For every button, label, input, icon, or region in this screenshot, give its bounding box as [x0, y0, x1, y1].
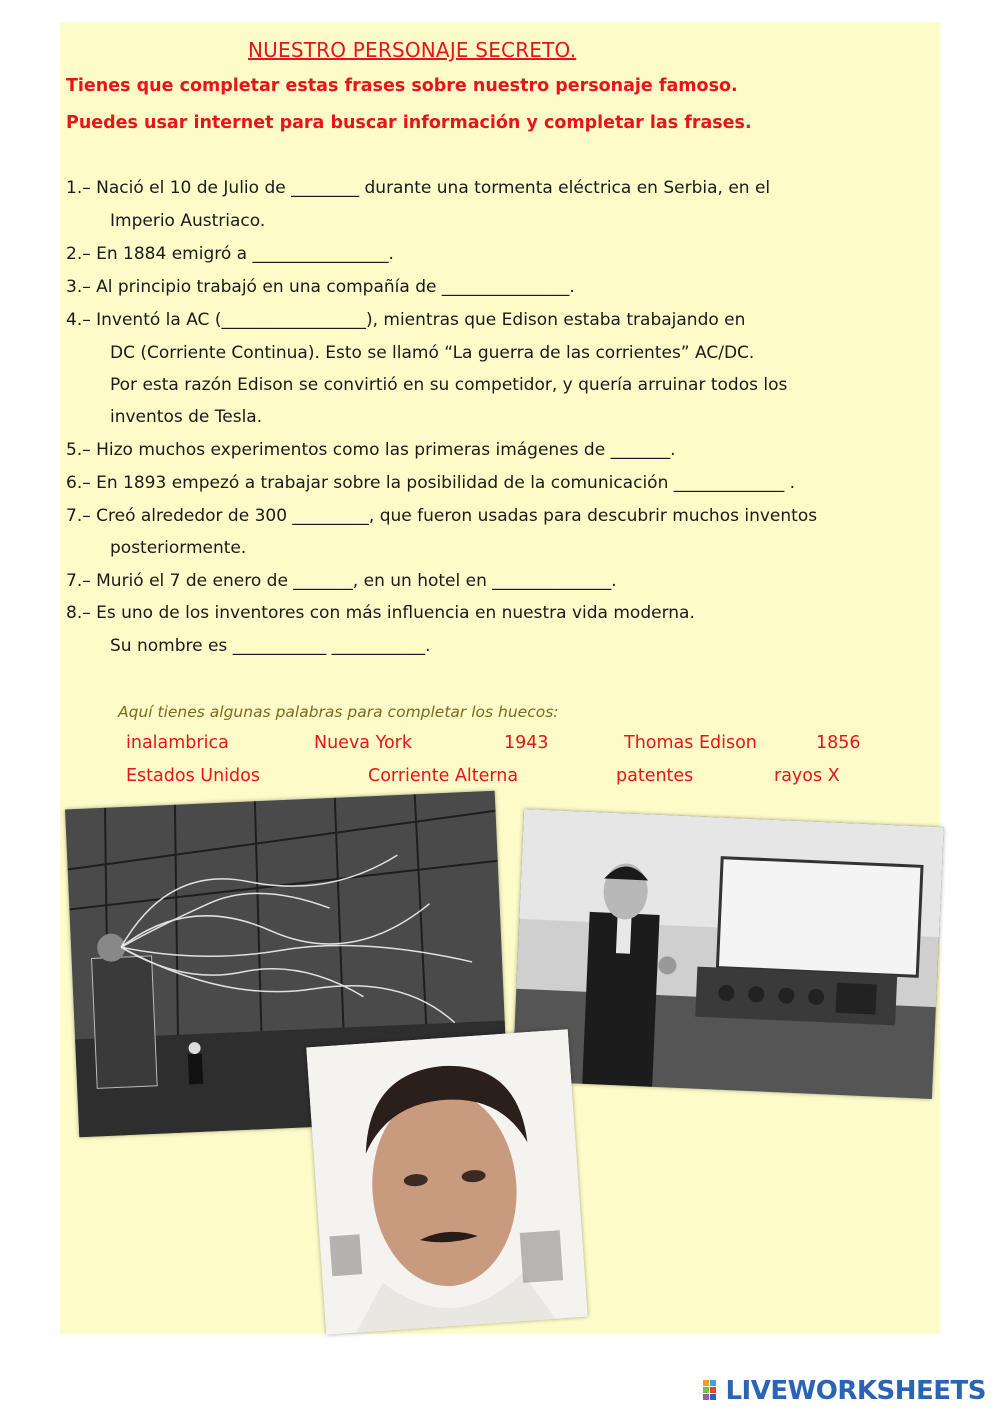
sentence-7: 7.– Creó alrededor de 300 _________, que fueron usadas para descubrir muchos inventos [66, 506, 818, 526]
sentence-2: 2.– En 1884 emigró a ________________. [66, 244, 394, 264]
sentence-7b: 7.– Murió el 7 de enero de _______, en un hotel en ______________. [66, 571, 617, 591]
sentence-8-cont: Su nombre es ___________ ___________. [110, 636, 431, 656]
liveworksheets-logo-text: LIVEWORKSHEETS [725, 1376, 986, 1406]
word-bank-item: Nueva York [314, 733, 412, 753]
liveworksheets-logo [703, 1376, 986, 1406]
sentence-1-cont: Imperio Austriaco. [110, 211, 266, 231]
sentence-1: 1.– Nació el 10 de Julio de ________ durante una tormenta eléctrica en Serbia, en el [66, 178, 771, 198]
sentence-8: 8.– Es uno de los inventores con más influencia en nuestra vida moderna. [66, 603, 695, 623]
sentence-3: 3.– Al principio trabajó en una compañía de _______________. [66, 277, 575, 297]
word-bank-hint: Aquí tienes algunas palabras para completar los huecos: [118, 703, 559, 721]
liveworksheets-icon [703, 1380, 725, 1402]
photo-painted-portrait [306, 1029, 587, 1335]
photo-lab-portrait [512, 809, 943, 1099]
instruction-line-2: Puedes usar internet para buscar información y completar las frases. [66, 113, 752, 133]
sentence-7-cont: posteriormente. [110, 538, 247, 558]
word-bank-item: Corriente Alterna [368, 766, 519, 786]
word-bank-item: 1856 [816, 733, 861, 753]
word-bank-item: rayos X [774, 766, 840, 786]
sentence-4-cont-2: Por esta razón Edison se convirtió en su competidor, y quería arruinar todos los [110, 375, 788, 395]
word-bank-item: Estados Unidos [126, 766, 260, 786]
sentence-4: 4.– Inventó la AC (_________________), mientras que Edison estaba trabajando en [66, 310, 746, 330]
word-bank-item: patentes [616, 766, 694, 786]
word-bank-item: Thomas Edison [624, 733, 757, 753]
sentence-5: 5.– Hizo muchos experimentos como las primeras imágenes de _______. [66, 440, 676, 460]
word-bank-item: inalambrica [126, 733, 229, 753]
word-bank-item: 1943 [504, 733, 549, 753]
sentence-6: 6.– En 1893 empezó a trabajar sobre la posibilidad de la comunicación _____________ . [66, 473, 796, 493]
sentence-4-cont-3: inventos de Tesla. [110, 407, 263, 427]
page-title: NUESTRO PERSONAJE SECRETO. [248, 38, 577, 62]
sentence-4-cont-1: DC (Corriente Continua). Esto se llamó “La guerra de las corrientes” AC/DC. [110, 343, 755, 363]
instruction-line-1: Tienes que completar estas frases sobre nuestro personaje famoso. [66, 76, 738, 96]
